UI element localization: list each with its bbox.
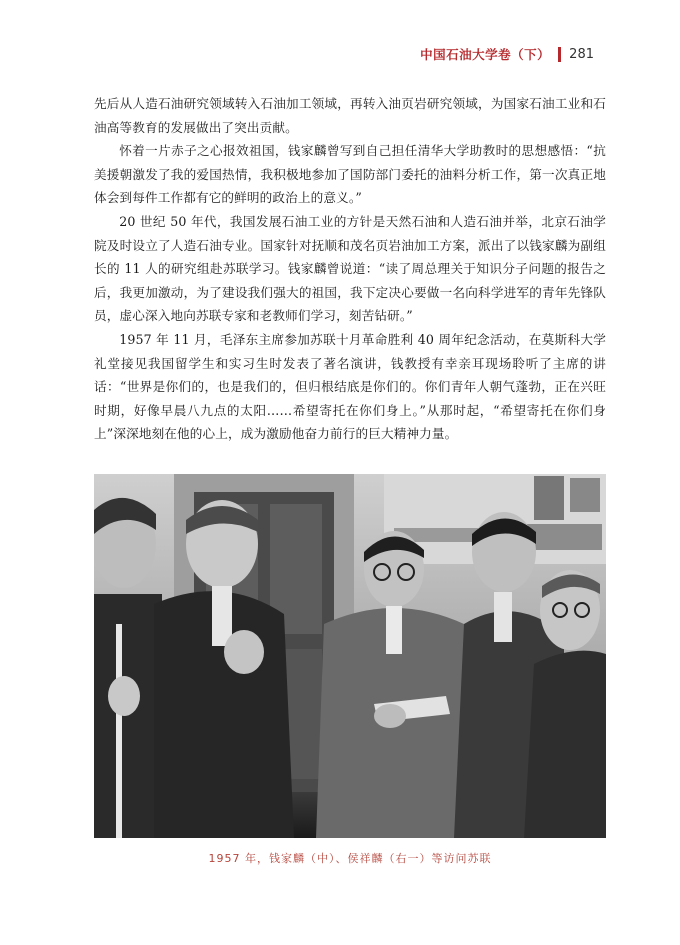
paragraph-4: 1957 年 11 月，毛泽东主席参加苏联十月革命胜利 40 周年纪念活动，在莫斯科大学礼堂接见我国留学生和实习生时发表了著名演讲，钱教授有幸亲耳现场聆听了主席的讲话：“世界是你们的，也是我们的，但归根结底是你们的。你们青年人朝气蓬勃，正在兴旺时期，好像早晨八九点的太阳……希望寄托在你们身上。”从那时起，“希望寄托在你们身上”深深地刻在他的心上，成为激励他奋力前行的巨大精神力量。	[94, 331, 606, 442]
running-header	[420, 44, 594, 64]
photo-illustration	[94, 474, 606, 838]
photo-caption: 1957 年，钱家麟（中）、侯祥麟（右一）等访问苏联	[208, 852, 492, 865]
page-number: 281	[569, 46, 594, 62]
body-text	[94, 92, 606, 446]
historical-photo	[94, 474, 606, 838]
book-title: 中国石油大学卷（下）	[420, 47, 551, 62]
photo-person-left	[94, 498, 162, 838]
paragraph-2: 怀着一片赤子之心报效祖国，钱家麟曾写到自己担任清华大学助教时的思想感悟：“抗美援朝激发了我的爱国热情，我积极地参加了国防部门委托的油料分析工作，第一次真正地体会到每件工作都有它的鲜明的政治上的意义。”	[94, 143, 606, 206]
paragraph-3: 20 世纪 50 年代，我国发展石油工业的方针是天然石油和人造石油并举，北京石油学院及时设立了人造石油专业。国家针对抚顺和茂名页岩油加工方案，派出了以钱家麟为副组长的 11 人的研究组赴苏联学习。钱家麟曾说道：“读了周总理关于知识分子问题的报告之后，我更加激动，为了建设我们强大的祖国，我下定决心要做一名向科学进军的青年先锋队员，虚心深入地向苏联专家和老教师们学习，刻苦钻研。”	[94, 213, 606, 324]
paragraph-1: 先后从人造石油研究领域转入石油加工领域，再转入油页岩研究领域，为国家石油工业和石油高等教育的发展做出了突出贡献。	[94, 96, 606, 135]
header-divider	[558, 47, 561, 62]
